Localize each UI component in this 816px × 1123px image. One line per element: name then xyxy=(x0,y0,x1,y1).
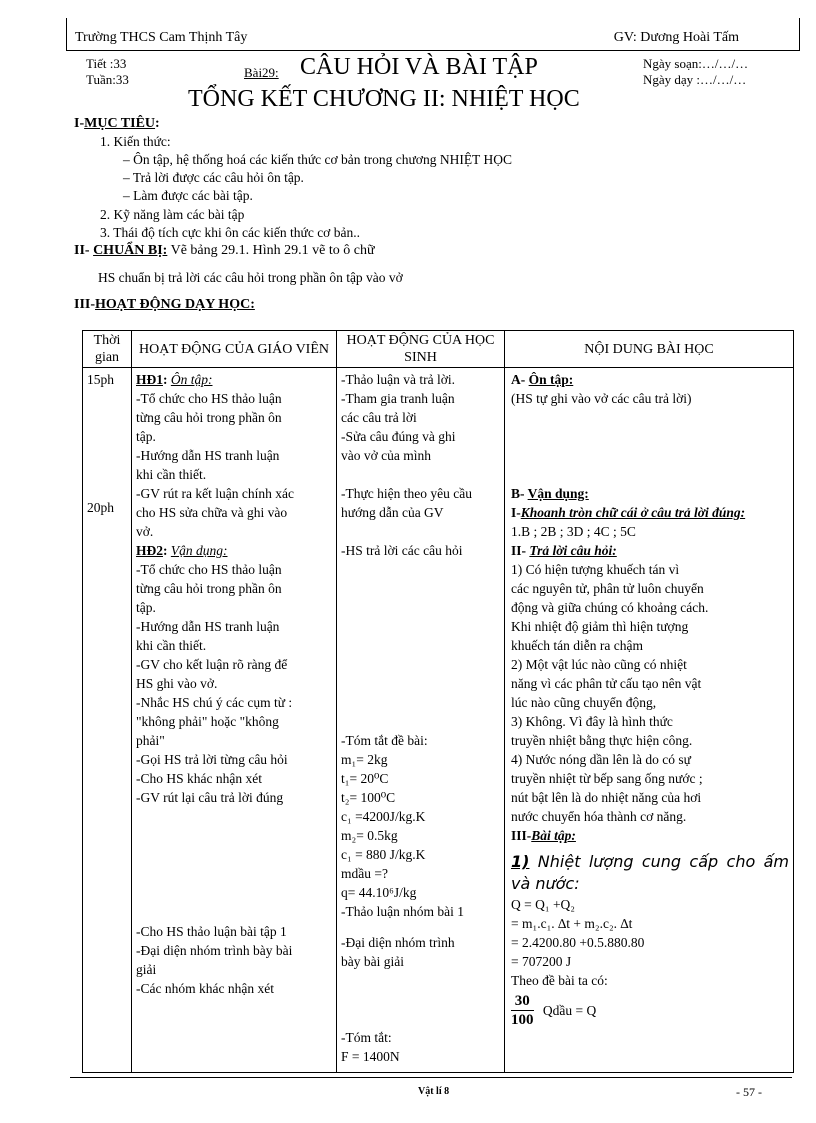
teacher-line: khi cần thiết. xyxy=(136,638,207,653)
objective-item: 2. Kỹ năng làm các bài tập xyxy=(100,207,245,222)
teacher-line: giải xyxy=(136,962,157,977)
teacher-line: tập. xyxy=(136,600,156,615)
calc-line: Theo đề bài ta có: xyxy=(511,973,608,988)
header-teacher: HOẠT ĐỘNG CỦA GIÁO VIÊN xyxy=(132,331,337,368)
section-preparation: II- CHUẨN BỊ: Vẽ bảng 29.1. Hình 29.1 vẽ to ô chữ xyxy=(74,243,375,258)
student-line: -Thực hiện theo yêu cầu xyxy=(341,486,473,501)
answer-line: truyền nhiệt từ bếp sang ống nước ; xyxy=(511,771,703,786)
school-name: Trường THCS Cam Thịnh Tây xyxy=(75,30,248,45)
calc-line: = 2.4200.80 +0.5.880.80 xyxy=(511,935,645,950)
content-column xyxy=(505,368,794,1073)
given-m2: m₂= 0.5kg xyxy=(341,828,398,843)
date-taught: Ngày dạy :…/…/… xyxy=(643,72,747,87)
teacher-line: từng câu hỏi trong phần ôn xyxy=(136,410,282,425)
calc-line: Q = Q₁ +Q₂ xyxy=(511,897,576,912)
page-subtitle: TỔNG KẾT CHƯƠNG II: NHIỆT HỌC xyxy=(188,86,580,112)
page-header xyxy=(66,18,800,51)
header-content: NỘI DUNG BÀI HỌC xyxy=(505,331,794,368)
teacher-line: -Hướng dẫn HS tranh luận xyxy=(136,448,280,463)
student-line: bày bài giải xyxy=(341,954,404,969)
student-line: các câu trả lời xyxy=(341,410,417,425)
fraction-rest: Qdầu = Q xyxy=(542,1003,597,1018)
choice-answers: 1.B ; 2B ; 3D ; 4C ; 5C xyxy=(511,524,636,539)
teacher-line: -Nhắc HS chú ý các cụm từ : xyxy=(136,695,293,710)
answer-line: Khi nhiệt độ giảm thì hiện tượng xyxy=(511,619,689,634)
review-note: (HS tự ghi vào vở các câu trả lời) xyxy=(511,391,692,406)
teacher-line: vở. xyxy=(136,524,154,539)
teacher-name: GV: Dương Hoài Tấm xyxy=(613,30,739,45)
given-q: q= 44.10⁶J/kg xyxy=(341,885,417,900)
teacher-line: -GV rút lại câu trả lời đúng xyxy=(136,790,284,805)
teacher-line: cho HS sửa chữa và ghi vào xyxy=(136,505,288,520)
given-c1: c₁ =4200J/kg.K xyxy=(341,809,426,824)
objective-item: – Làm được các bài tập. xyxy=(123,188,253,203)
student-line: -Sửa câu đúng và ghi xyxy=(341,429,456,444)
hd1-title: HĐ1: Ôn tập: xyxy=(136,372,213,387)
teacher-line: -Gọi HS trả lời từng câu hỏi xyxy=(136,752,288,767)
hd2-title: HĐ2: Vận dụng: xyxy=(136,543,228,558)
objective-item: – Trả lời được các câu hỏi ôn tập. xyxy=(123,170,304,185)
given-t2: t₂= 100⁰C xyxy=(341,790,396,805)
answer-line: 4) Nước nóng dần lên là do có sự xyxy=(511,752,691,767)
given-mdau: mdầu =? xyxy=(341,866,388,881)
objective-item: 3. Thái độ tích cực khi ôn các kiến thức cơ bản.. xyxy=(100,225,360,240)
teacher-line: -Tổ chức cho HS thảo luận xyxy=(136,562,282,577)
calc-line: = m₁.c₁. ∆t + m₂.c₂. ∆t xyxy=(511,916,633,931)
teacher-column xyxy=(132,368,337,1073)
teacher-line: -GV cho kết luận rõ ràng để xyxy=(136,657,288,672)
student-line: hướng dẫn của GV xyxy=(341,505,444,520)
apply-heading: B- Vận dụng: xyxy=(511,486,589,501)
footer-subject: Vật lí 8 xyxy=(418,1086,450,1097)
given-c2: c₁ = 880 J/kg.K xyxy=(341,847,426,862)
section-activities-heading: III-HOẠT ĐỘNG DẠY HỌC: xyxy=(74,297,255,312)
calc-line: = 707200 J xyxy=(511,954,572,969)
date-prepared: Ngày soạn:…/…/… xyxy=(643,56,749,71)
footer-divider xyxy=(70,1077,792,1078)
answer-line: năng vì các phân tử cấu tạo nên vật xyxy=(511,676,702,691)
teacher-line: -Các nhóm khác nhận xét xyxy=(136,981,274,996)
teacher-line: tập. xyxy=(136,429,156,444)
answer-line: lúc nào cũng chuyển động, xyxy=(511,695,657,710)
preparation-note: HS chuẩn bị trả lời các câu hỏi trong phần ôn tập vào vở xyxy=(98,270,403,285)
header-student: HOẠT ĐỘNG CỦA HỌC SINH xyxy=(337,331,505,368)
exercise-heading: III-Bài tập: xyxy=(511,828,576,843)
student-line: -Thảo luận nhóm bài 1 xyxy=(341,904,464,919)
teacher-line: -Hướng dẫn HS tranh luận xyxy=(136,619,280,634)
page-title: CÂU HỎI VÀ BÀI TẬP xyxy=(300,54,538,80)
answer-line: truyền nhiệt bằng thực hiện công. xyxy=(511,733,693,748)
review-heading: A- Ôn tập: xyxy=(511,372,574,387)
header-time: Thời gian xyxy=(83,331,132,368)
summary2-title: -Tóm tắt: xyxy=(341,1030,392,1045)
answer-line: động và giữa chúng có khoảng cách. xyxy=(511,600,709,615)
teacher-line: phải" xyxy=(136,733,165,748)
student-line: -HS trả lời các câu hỏi xyxy=(341,543,463,558)
student-line: -Thảo luận và trả lời. xyxy=(341,372,455,387)
answer-line: nút bật lên là do nhiệt năng của hơi xyxy=(511,790,702,805)
lesson-table xyxy=(82,330,794,1073)
exercise1-title: 1) Nhiệt lượng cung cấp cho ấm và nước: xyxy=(511,852,789,893)
answer-line: 2) Một vật lúc nào cũng có nhiệt xyxy=(511,657,687,672)
fraction: $\frac{30}{100}$ xyxy=(511,993,534,1028)
time-column xyxy=(83,368,132,1073)
summary-title: -Tóm tắt đề bài: xyxy=(341,733,428,748)
teacher-line: khi cần thiết. xyxy=(136,467,207,482)
page-number: - 57 - xyxy=(736,1085,762,1099)
answer-line: 1) Có hiện tượng khuếch tán vì xyxy=(511,562,680,577)
teacher-line: -Tổ chức cho HS thảo luận xyxy=(136,391,282,406)
teacher-line: -Cho HS thảo luận bài tập 1 xyxy=(136,924,287,939)
teacher-line: từng câu hỏi trong phần ôn xyxy=(136,581,282,596)
lesson-period: Tiết :33 xyxy=(86,56,127,71)
teacher-line: -Đại diện nhóm trình bày bài xyxy=(136,943,293,958)
section-objectives-heading: I-MỤC TIÊU: xyxy=(74,116,160,131)
answer-line: 3) Không. Vì đây là hình thức xyxy=(511,714,673,729)
questions-heading: II- Trả lời câu hỏi: xyxy=(511,543,617,558)
student-line: vào vở của mình xyxy=(341,448,431,463)
time-hd1: 15ph xyxy=(87,372,114,387)
student-line: -Đại diện nhóm trình xyxy=(341,935,455,950)
given-force: F = 1400N xyxy=(341,1049,400,1064)
teacher-line: "không phải" hoặc "không xyxy=(136,714,279,729)
answer-line: khuếch tán diễn ra chậm xyxy=(511,638,643,653)
teacher-line: -Cho HS khác nhận xét xyxy=(136,771,262,786)
time-hd2: 20ph xyxy=(87,500,114,515)
student-column xyxy=(337,368,505,1073)
objective-item: – Ôn tập, hệ thống hoá các kiến thức cơ bản trong chương NHIỆT HỌC xyxy=(123,152,512,167)
student-line: -Tham gia tranh luận xyxy=(341,391,455,406)
given-t1: t₁= 20⁰C xyxy=(341,771,389,786)
choice-heading: I-Khoanh tròn chữ cái ở câu trả lời đúng: xyxy=(511,505,746,520)
answer-line: nước chuyển hóa thành cơ năng. xyxy=(511,809,687,824)
teacher-line: -GV rút ra kết luận chính xác xyxy=(136,486,294,501)
lesson-week: Tuần:33 xyxy=(86,72,129,87)
teacher-line: HS ghi vào vở. xyxy=(136,676,218,691)
lesson-number: Bài29: xyxy=(244,65,279,80)
fraction-equation xyxy=(511,992,789,1029)
answer-line: các nguyên tử, phân tử luôn chuyển xyxy=(511,581,704,596)
objective-item: 1. Kiến thức: xyxy=(100,134,171,149)
given-m1: m₁= 2kg xyxy=(341,752,388,767)
